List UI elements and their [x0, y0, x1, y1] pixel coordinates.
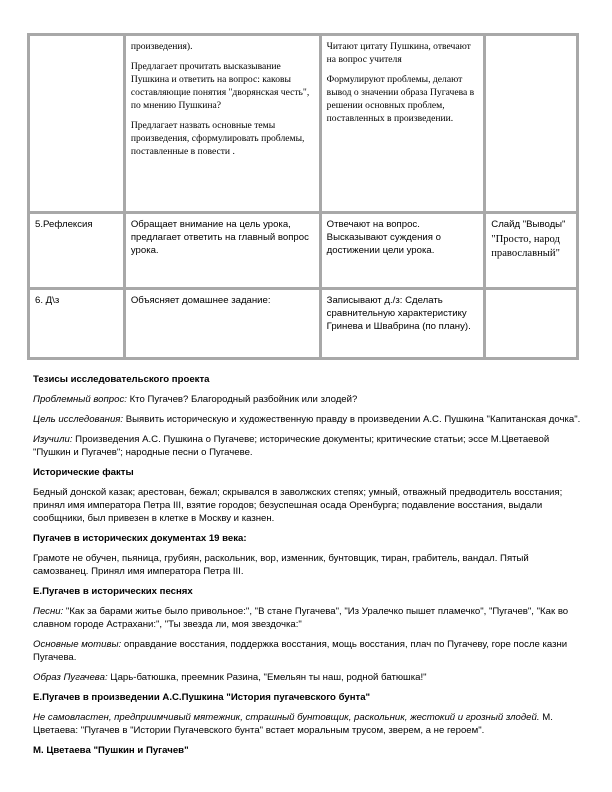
pushkin-work-text: Не самовластен, предприимчивый мятежник, страшный бунтовщик, раскольник, жестокий и грозный злодей. М. Цветаева: "Пугачев в "Истории Пугачевского бунта" встает моральным трусом, зверем, а не героем".: [33, 712, 553, 736]
students-activity-cell: [320, 289, 485, 359]
research-goal: Цель исследования: Выявить историческую и художественную правду в произведении А.С. Пушкина "Капитанская дочка".: [33, 414, 581, 425]
students-activity-text: Записывают д./з: Сделать сравнительную характеристику Гринева и Швабрина (по плану).: [326, 295, 471, 332]
table-row: [29, 213, 578, 289]
facts-text: Бедный донской казак; арестован, бежал; скрывался в заволжских степях; умный, отважный предводитель восстания; принял имя императора Петра III, взятие городов; безуспешная осада Оренбурга; подавление восстания, выдали сообщники, был привезен в клетке в Москву и казнен.: [33, 487, 563, 524]
pushkin-work-title: Е.Пугачев в произведении А.С.Пушкина "История пугачевского бунта": [33, 692, 371, 703]
students-activity-cell: [320, 35, 485, 213]
students-activity-cell: [320, 213, 485, 289]
songs-list: Песни: "Как за барами житье было привольное:", "В стане Пугачева", "Из Уралечко пышет пламечко", "Пугачев", "Как во славном городе Астрахани:", "Ты звезда ли, моя звездочка:": [33, 606, 569, 630]
resources-cell: [485, 35, 578, 213]
teacher-activity-text: Предлагает назвать основные темы произведения, сформулировать проблемы, поставленные в повести .: [130, 120, 305, 157]
songs-label: Песни:: [33, 606, 64, 617]
songs-title: Е.Пугачев в исторических песнях: [33, 586, 193, 597]
stage-cell: [29, 35, 125, 213]
goal-label: Цель исследования:: [33, 414, 124, 425]
lesson-plan-table: [27, 33, 579, 360]
stage-cell: [29, 213, 125, 289]
resource-text: "Просто, народ православный": [491, 234, 560, 259]
stage-label: 6. Д\з: [35, 295, 60, 306]
teacher-activity-cell: [124, 213, 320, 289]
problem-label: Проблемный вопрос:: [33, 394, 127, 405]
table-row: [29, 289, 578, 359]
resources-cell: [485, 289, 578, 359]
table-row: [29, 35, 578, 213]
resources-cell: [485, 213, 578, 289]
problem-question: Проблемный вопрос: Кто Пугачев? Благородный разбойник или злодей?: [33, 394, 358, 405]
stage-cell: [29, 289, 125, 359]
pugachev-image: Образ Пугачева: Царь-батюшка, преемник Разина, "Емельян ты наш, родной батюшка!": [33, 672, 427, 683]
main-motifs: Основные мотивы: оправдание восстания, поддержка восстания, мощь восстания, плач по Пугачеву, горе после казни Пугачева.: [33, 639, 568, 663]
teacher-activity-cell: [124, 35, 320, 213]
studied-sources: Изучили: Произведения А.С. Пушкина о Пугачеве; исторические документы; критические статьи; эссе М.Цветаевой "Пушкин и Пугачев"; народные песни о Пугачеве.: [33, 434, 550, 458]
stage-label: 5.Рефлексия: [35, 219, 93, 230]
tsvetaeva-title: М. Цветаева "Пушкин и Пугачев": [33, 745, 189, 756]
theses-title: Тезисы исследовательского проекта: [33, 374, 210, 385]
studied-label: Изучили:: [33, 434, 73, 445]
students-activity-text: Формулируют проблемы, делают вывод о значении образа Пугачева в решении основных проблем, поставленных в произведении.: [326, 74, 475, 124]
teacher-activity-text: Обращает внимание на цель урока, предлагает ответить на главный вопрос урока.: [130, 219, 309, 256]
motifs-label: Основные мотивы:: [33, 639, 122, 650]
teacher-activity-text: Предлагает прочитать высказывание Пушкина и ответить на вопрос: каковы составляющие понятия "дворянская честь", по мнению Пушкина?: [130, 61, 310, 111]
teacher-activity-cell: [124, 289, 320, 359]
image-label: Образ Пугачева:: [33, 672, 108, 683]
facts-title: Исторические факты: [33, 467, 134, 478]
documents-title: Пугачев в исторических документах 19 века:: [33, 533, 247, 544]
documents-text: Грамоте не обучен, пьяница, грубиян, раскольник, вор, изменник, бунтовщик, тиран, грабитель, вандал. Пятый самозванец. Принял имя императора Петра III.: [33, 553, 529, 577]
students-activity-text: Отвечают на вопрос. Высказывают суждения о достижении цели урока.: [326, 219, 441, 256]
research-theses: [33, 373, 581, 764]
teacher-activity-text: Объясняет домашнее задание:: [130, 295, 271, 306]
resource-text: Слайд "Выводы": [491, 219, 566, 230]
teacher-activity-text: произведения).: [130, 41, 193, 52]
students-activity-text: Читают цитату Пушкина, отвечают на вопрос учителя: [326, 41, 471, 65]
